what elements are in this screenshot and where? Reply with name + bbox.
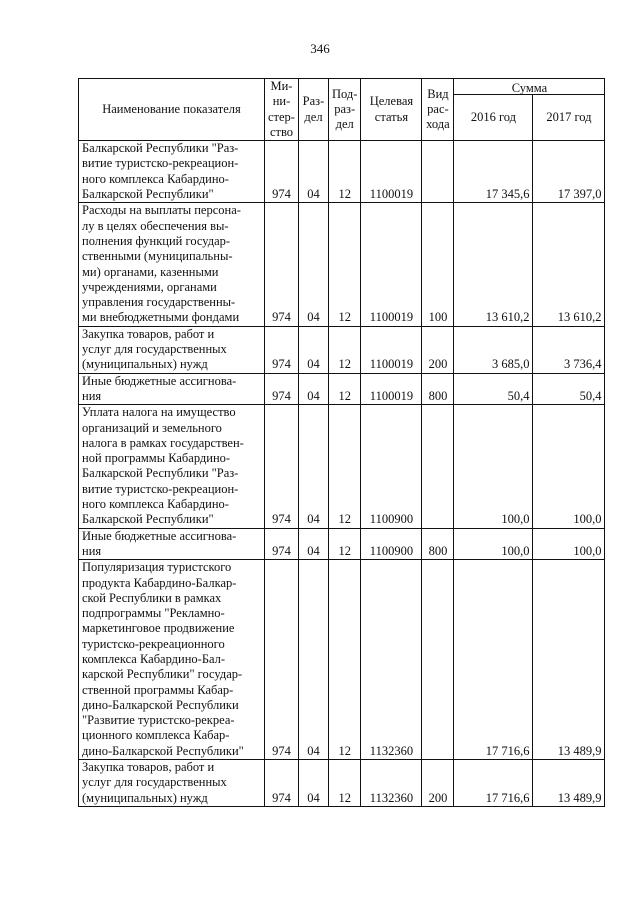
row-ministry: 974 — [265, 405, 299, 528]
row-subsection: 12 — [328, 560, 360, 760]
row-ministry: 974 — [265, 141, 299, 203]
row-target: 1100019 — [361, 141, 422, 203]
row-expense-type: 200 — [422, 326, 454, 373]
row-section: 04 — [298, 760, 328, 807]
row-expense-type — [422, 141, 454, 203]
header-year-2017: 2017 год — [533, 94, 605, 141]
row-name: Популяризация туристского продукта Кабардино-Балкар- ской Республики в рамках подпрограммы "Рекламно- маркетинговое продвижение туристско-рекреационного комплекса Кабардино-Бал- карской Республики" государ- ственной программы Кабар- дино-Балкарской Республики "Развитие туристско-рекреа- ционного комплекса Кабар- дино-Балкарской Республики" — [79, 560, 265, 760]
header-name: Наименование показателя — [79, 79, 265, 141]
table-row — [79, 405, 605, 528]
row-sum-2017: 13 489,9 — [533, 760, 605, 807]
header-section: Раз- дел — [298, 79, 328, 141]
row-section: 04 — [298, 528, 328, 560]
row-expense-type: 200 — [422, 760, 454, 807]
table-row — [79, 560, 605, 760]
row-sum-2016: 17 345,6 — [454, 141, 533, 203]
header-subsection: Под- раз- дел — [328, 79, 360, 141]
row-expense-type: 100 — [422, 203, 454, 326]
row-target: 1100900 — [361, 405, 422, 528]
row-sum-2016: 3 685,0 — [454, 326, 533, 373]
row-subsection: 12 — [328, 326, 360, 373]
row-name: Закупка товаров, работ и услуг для государственных (муниципальных) нужд — [79, 326, 265, 373]
row-name: Иные бюджетные ассигнова- ния — [79, 373, 265, 405]
row-sum-2017: 100,0 — [533, 528, 605, 560]
row-sum-2016: 17 716,6 — [454, 560, 533, 760]
row-sum-2017: 3 736,4 — [533, 326, 605, 373]
row-section: 04 — [298, 203, 328, 326]
row-section: 04 — [298, 373, 328, 405]
header-sum: Сумма — [454, 79, 605, 95]
row-subsection: 12 — [328, 141, 360, 203]
row-sum-2017: 13 489,9 — [533, 560, 605, 760]
row-ministry: 974 — [265, 760, 299, 807]
row-sum-2016: 100,0 — [454, 528, 533, 560]
row-name: Иные бюджетные ассигнова- ния — [79, 528, 265, 560]
table-row — [79, 528, 605, 560]
header-target: Целевая статья — [361, 79, 422, 141]
row-sum-2017: 17 397,0 — [533, 141, 605, 203]
row-sum-2017: 13 610,2 — [533, 203, 605, 326]
header-expense-type: Вид рас- хода — [422, 79, 454, 141]
row-subsection: 12 — [328, 528, 360, 560]
row-sum-2016: 50,4 — [454, 373, 533, 405]
row-section: 04 — [298, 326, 328, 373]
row-ministry: 974 — [265, 373, 299, 405]
row-sum-2017: 50,4 — [533, 373, 605, 405]
row-name: Уплата налога на имущество организаций и земельного налога в рамках государствен- ной программы Кабардино- Балкарской Республики "Раз- витие туристско-рекреацион- ного комплекса Кабардино- Балкарской Республики" — [79, 405, 265, 528]
row-expense-type — [422, 405, 454, 528]
table-body — [79, 141, 605, 807]
row-ministry: 974 — [265, 203, 299, 326]
row-subsection: 12 — [328, 760, 360, 807]
row-name: Закупка товаров, работ и услуг для государственных (муниципальных) нужд — [79, 760, 265, 807]
row-target: 1132360 — [361, 760, 422, 807]
row-section: 04 — [298, 141, 328, 203]
row-target: 1100019 — [361, 326, 422, 373]
row-section: 04 — [298, 405, 328, 528]
table-row — [79, 203, 605, 326]
header-ministry: Ми- ни- стер- ство — [265, 79, 299, 141]
row-subsection: 12 — [328, 203, 360, 326]
page-number: 346 — [310, 41, 330, 56]
row-sum-2017: 100,0 — [533, 405, 605, 528]
row-sum-2016: 13 610,2 — [454, 203, 533, 326]
row-ministry: 974 — [265, 326, 299, 373]
row-section: 04 — [298, 560, 328, 760]
row-target: 1100900 — [361, 528, 422, 560]
table-row — [79, 141, 605, 203]
row-subsection: 12 — [328, 405, 360, 528]
table-row — [79, 326, 605, 373]
table-row — [79, 760, 605, 807]
row-ministry: 974 — [265, 528, 299, 560]
row-expense-type — [422, 560, 454, 760]
row-ministry: 974 — [265, 560, 299, 760]
row-subsection: 12 — [328, 373, 360, 405]
row-name: Расходы на выплаты персона- лу в целях обеспечения вы- полнения функций государ- ственными (муниципальны- ми) органами, казенными учреждениями, органами управления государственны- ми внебюджетными фондами — [79, 203, 265, 326]
row-expense-type: 800 — [422, 373, 454, 405]
row-target: 1132360 — [361, 560, 422, 760]
row-target: 1100019 — [361, 373, 422, 405]
header-year-2016: 2016 год — [454, 94, 533, 141]
table-row — [79, 373, 605, 405]
row-sum-2016: 17 716,6 — [454, 760, 533, 807]
row-name: Балкарской Республики "Раз- витие туристско-рекреацион- ного комплекса Кабардино- Балкарской Республики" — [79, 141, 265, 203]
row-sum-2016: 100,0 — [454, 405, 533, 528]
row-expense-type: 800 — [422, 528, 454, 560]
row-target: 1100019 — [361, 203, 422, 326]
budget-table — [78, 78, 605, 807]
